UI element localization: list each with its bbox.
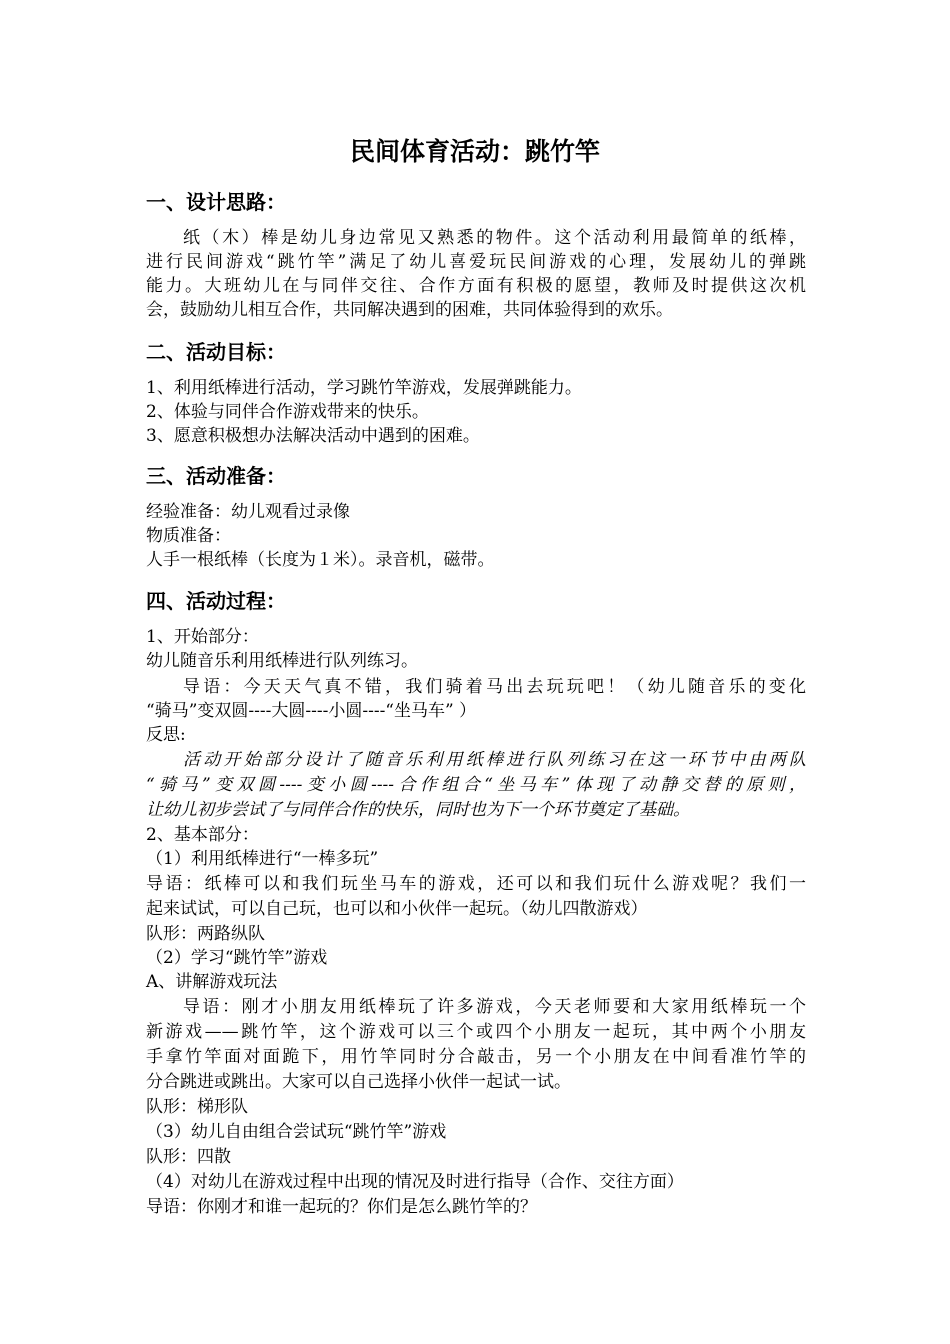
- process-line: 导语：你刚才和谁一起玩的？你们是怎么跳竹竿的？: [146, 1197, 537, 1217]
- process-line: 手拿竹竿面对面跪下，用竹竿同时分合敲击，另一个小朋友在中间看准竹竿的: [146, 1047, 806, 1067]
- reflection-line: “骑马”变双圆----变小圆----合作组合“坐马车”体现了动静交替的原则，: [146, 775, 806, 795]
- document-title: 民间体育活动：跳竹竿: [349, 137, 600, 166]
- process-line: 队形：梯形队: [146, 1097, 248, 1117]
- process-line: （2）学习“跳竹竿”游戏: [146, 948, 328, 968]
- reflection-line: 活动开始部分设计了随音乐利用纸棒进行队列练习在这一环节中由两队: [183, 750, 806, 770]
- paragraph-line: 纸（木）棒是幼儿身边常见又熟悉的物件。这个活动利用最简单的纸棒，: [183, 228, 806, 248]
- process-line: 起来试试，可以自己玩，也可以和小伙伴一起玩。（幼儿四散游戏）: [146, 899, 648, 919]
- process-line: 队形：四散: [146, 1147, 231, 1167]
- section-heading-goals: 二、活动目标：: [146, 340, 286, 364]
- section-heading-preparation: 三、活动准备：: [146, 464, 286, 488]
- process-line: A、讲解游戏玩法: [146, 972, 278, 992]
- reflection-line: 让幼儿初步尝试了与同伴合作的快乐，同时也为下一个环节奠定了基础。: [146, 800, 690, 820]
- process-line: 队形：两路纵队: [146, 924, 265, 944]
- preparation-line: 物质准备：: [146, 526, 231, 546]
- process-line: 导语：纸棒可以和我们玩坐马车的游戏，还可以和我们玩什么游戏呢？我们一: [146, 874, 806, 894]
- process-line: 分合跳进或跳出。大家可以自己选择小伙伴一起试一试。: [146, 1072, 571, 1092]
- process-line: （1）利用纸棒进行“一棒多玩”: [146, 849, 379, 869]
- process-line: 新游戏——跳竹竿，这个游戏可以三个或四个小朋友一起玩，其中两个小朋友: [146, 1022, 806, 1042]
- process-line: 导语：今天天气真不错，我们骑着马出去玩玩吧！（幼儿随音乐的变化: [183, 677, 806, 697]
- preparation-line: 人手一根纸棒（长度为１米）。录音机，磁带。: [146, 550, 495, 570]
- section-heading-design-idea: 一、设计思路：: [146, 190, 286, 214]
- process-line: 幼儿随音乐利用纸棒进行队列练习。: [146, 651, 418, 671]
- process-line: 导语：刚才小朋友用纸棒玩了许多游戏，今天老师要和大家用纸棒玩一个: [183, 997, 806, 1017]
- process-line: 2、基本部分：: [146, 825, 259, 845]
- goal-item: 3、愿意积极想办法解决活动中遇到的困难。: [146, 426, 480, 446]
- process-line: 1、开始部分：: [146, 627, 259, 647]
- process-line: （3）幼儿自由组合尝试玩“跳竹竿”游戏: [146, 1122, 447, 1142]
- paragraph-line: 会，鼓励幼儿相互合作，共同解决遇到的困难，共同体验得到的欢乐。: [146, 300, 673, 320]
- goal-item: 1、利用纸棒进行活动，学习跳竹竿游戏，发展弹跳能力。: [146, 378, 582, 398]
- paragraph-line: 进行民间游戏“跳竹竿”满足了幼儿喜爱玩民间游戏的心理，发展幼儿的弹跳: [146, 252, 806, 272]
- paragraph-line: 能力。大班幼儿在与同伴交往、合作方面有积极的愿望，教师及时提供这次机: [146, 276, 806, 296]
- reflection-label: 反思:: [146, 725, 186, 745]
- process-line: “骑马”变双圆----大圆----小圆----“坐马车” ）: [146, 701, 477, 721]
- section-heading-process: 四、活动过程：: [146, 589, 286, 613]
- process-line: （4）对幼儿在游戏过程中出现的情况及时进行指导（合作、交往方面）: [146, 1172, 684, 1192]
- preparation-line: 经验准备：幼儿观看过录像: [146, 502, 350, 522]
- goal-item: 2、体验与同伴合作游戏带来的快乐。: [146, 402, 429, 422]
